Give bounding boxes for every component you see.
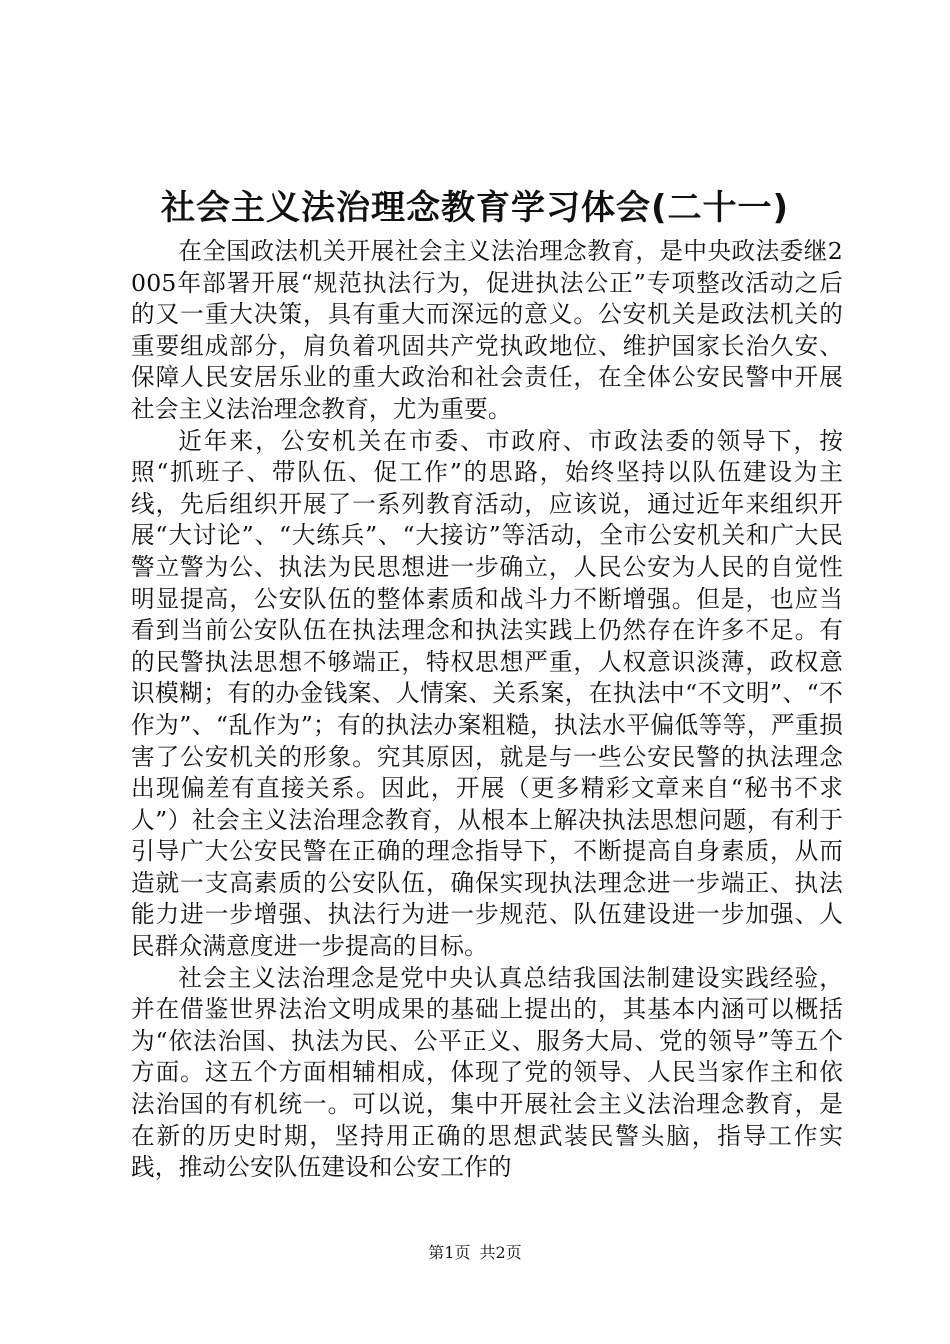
paragraph-3: 社会主义法治理念是党中央认真总结我国法制建设实践经验，并在借鉴世界法治文明成果的基础上提出的，其基本内涵可以概括为“依法治国、执法为民、公平正义、服务大局、党的领导”等五个方面。这五个方面相辅相成，体现了党的领导、人民当家作主和依法治国的有机统一。可以说，集中开展社会主义法治理念教育，是在新的历史时期，坚持用正确的思想武装民警头脑，指导工作实践，推动公安队伍建设和公安工作的 xyxy=(131,963,843,1182)
paragraph-2: 近年来，公安机关在市委、市政府、市政法委的领导下，按照“抓班子、带队伍、促工作”的思路，始终坚持以队伍建设为主线，先后组织开展了一系列教育活动，应该说，通过近年来组织开展“大讨论”、“大练兵”、“大接访”等活动，全市公安机关和广大民警立警为公、执法为民思想进一步确立，人民公安为人民的自觉性明显提高，公安队伍的整体素质和战斗力不断增强。但是，也应当看到当前公安队伍在执法理念和执法实践上仍然存在许多不足。有的民警执法思想不够端正，特权思想严重，人权意识淡薄，政权意识模糊；有的办金钱案、人情案、关系案，在执法中“不文明”、“不作为”、“乱作为”；有的执法办案粗糙，执法水平偏低等等，严重损害了公安机关的形象。究其原因，就是与一些公安民警的执法理念出现偏差有直接关系。因此，开展（更多精彩文章来自“秘书不求人”）社会主义法治理念教育，从根本上解决执法思想问题，有利于引导广大公安民警在正确的理念指导下，不断提高自身素质，从而造就一支高素质的公安队伍，确保实现执法理念进一步端正、执法能力进一步增强、执法行为进一步规范、队伍建设进一步加强、人民群众满意度进一步提高的目标。 xyxy=(131,426,843,961)
paragraph-1: 在全国政法机关开展社会主义法治理念教育，是中央政法委继2005年部署开展“规范执法行为，促进执法公正”专项整改活动之后的又一重大决策，具有重大而深远的意义。公安机关是政法机关的重要组成部分，肩负着巩固共产党执政地位、维护国家长治久安、保障人民安居乐业的重大政治和社会责任，在全体公安民警中开展社会主义法治理念教育，尤为重要。 xyxy=(131,237,843,423)
page-number: 第1页 xyxy=(428,1243,471,1262)
page-total: 共2页 xyxy=(479,1243,522,1262)
document-title: 社会主义法治理念教育学习体会(二十一) xyxy=(160,188,790,228)
document-body xyxy=(131,236,843,1184)
page-footer xyxy=(0,1243,950,1263)
